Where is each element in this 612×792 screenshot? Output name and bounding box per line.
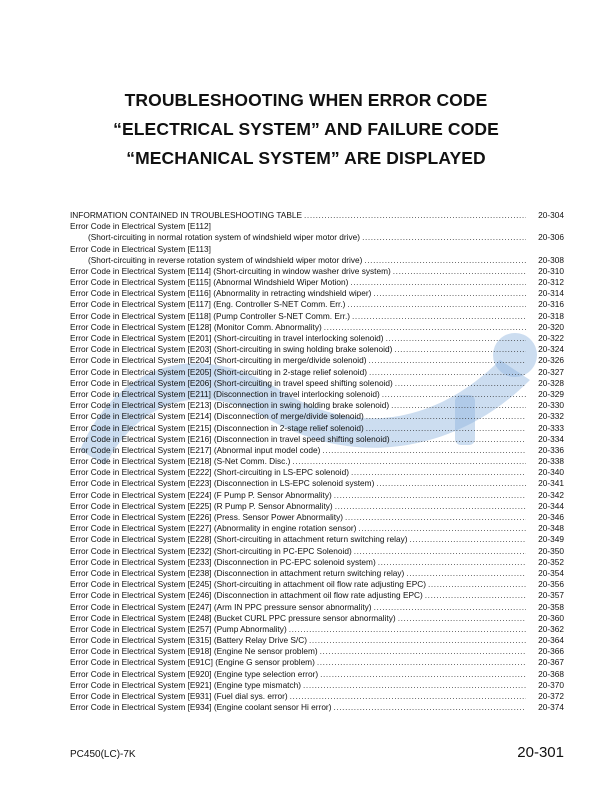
- toc-leader-dots: [354, 546, 526, 557]
- toc-entry-text: Error Code in Electrical System [E934] (Engine coolant sensor Hi error): [70, 702, 332, 713]
- toc-page-number: 20-327: [538, 366, 564, 377]
- toc-entry-text: Error Code in Electrical System [E205] (Short-circuiting in 2-stage relief solenoid): [70, 366, 367, 377]
- toc-entry-text: Error Code in Electrical System [E117] (Eng. Controller S-NET Comm. Err.): [70, 299, 346, 310]
- toc-leader-dots: [322, 445, 526, 456]
- toc-entry-text: Error Code in Electrical System [E118] (Pump Controller S-NET Comm. Err.): [70, 310, 351, 321]
- toc-page-number: 20-364: [538, 635, 564, 646]
- toc-entry: [70, 669, 564, 680]
- toc-entry-text: Error Code in Electrical System [E232] (Short-circuiting in PC-EPC Solenoid): [70, 545, 352, 556]
- toc-leader-dots: [373, 288, 526, 299]
- toc-page-number: 20-374: [538, 702, 564, 713]
- toc-page-number: 20-320: [538, 321, 564, 332]
- toc-leader-dots: [392, 434, 526, 445]
- toc-page-number: 20-348: [538, 523, 564, 534]
- toc-page-number: 20-372: [538, 691, 564, 702]
- toc-entry-text: Error Code in Electrical System [E228] (Short-circuiting in attachment return switching relay): [70, 534, 408, 545]
- toc-leader-dots: [358, 523, 526, 534]
- toc-leader-dots: [386, 333, 526, 344]
- toc-page-number: 20-316: [538, 299, 564, 310]
- toc-page-number: 20-304: [538, 210, 564, 220]
- toc-entry-text: Error Code in Electrical System [E213] (Disconnection in swing holding brake solenoid): [70, 400, 390, 411]
- toc-page-number: 20-334: [538, 433, 564, 444]
- toc-entry-text: Error Code in Electrical System [E206] (Short-circuiting in travel speed shifting solenoid): [70, 377, 393, 388]
- toc-entry: [70, 400, 564, 411]
- toc-leader-dots: [425, 590, 526, 601]
- toc-page-number: 20-370: [538, 679, 564, 690]
- toc-page-number: 20-358: [538, 601, 564, 612]
- toc-entry-text: Error Code in Electrical System [E246] (Disconnection in attachment oil flow rate adjusting EPC): [70, 590, 423, 601]
- toc-page-number: 20-344: [538, 500, 564, 511]
- toc-entry: [70, 534, 564, 545]
- toc-entry: [70, 501, 564, 512]
- toc-entry-text: Error Code in Electrical System [E203] (Short-circuiting in swing holding brake solenoid): [70, 344, 393, 355]
- toc-entry-text: Error Code in Electrical System [E918] (Engine Ne sensor problem): [70, 646, 318, 657]
- toc-entry-text: Error Code in Electrical System [E216] (Disconnection in travel speed shifting solenoid): [70, 433, 390, 444]
- toc-entry: [70, 378, 564, 389]
- toc-entry-text: Error Code in Electrical System [E920] (Engine type selection error): [70, 668, 319, 679]
- toc-entry-text: Error Code in Electrical System [E218] (S-Net Comm. Disc.): [70, 456, 291, 467]
- toc-entry: [70, 635, 564, 646]
- toc-leader-dots: [350, 277, 526, 288]
- toc-entry-text: Error Code in Electrical System [E222] (Short-circuiting in LS-EPC solenoid): [70, 467, 349, 478]
- toc-leader-dots: [303, 680, 526, 691]
- toc-entry-text: Error Code in Electrical System [E201] (Short-circuiting in travel interlocking solenoid): [70, 333, 384, 344]
- toc-leader-dots: [304, 210, 526, 221]
- toc-entry-text: Error Code in Electrical System [E217] (Abnormal input model code): [70, 444, 321, 455]
- toc-leader-dots: [345, 512, 526, 523]
- toc-page-number: 20-357: [538, 590, 564, 601]
- toc-leader-dots: [366, 423, 526, 434]
- toc-leader-dots: [320, 669, 526, 680]
- toc-page-number: 20-352: [538, 556, 564, 567]
- toc-entry-text: Error Code in Electrical System [E204] (Short-circuiting in merge/divide solenoid): [70, 355, 367, 366]
- toc-leader-dots: [320, 646, 526, 657]
- toc-entry-text: Error Code in Electrical System [E116] (Abnormality in retracting windshield wiper): [70, 288, 372, 299]
- page-title: [0, 86, 612, 173]
- toc-leader-dots: [406, 568, 526, 579]
- toc-page-number: 20-338: [538, 456, 564, 467]
- toc-leader-dots: [382, 389, 526, 400]
- table-of-contents: [70, 210, 564, 713]
- toc-entry: [70, 624, 564, 635]
- title-line-1: TROUBLESHOOTING WHEN ERROR CODE: [124, 90, 488, 110]
- toc-page-number: 20-360: [538, 612, 564, 623]
- toc-page-number: 20-324: [538, 344, 564, 355]
- toc-entry: [70, 456, 564, 467]
- footer-page-number: 20-301: [517, 744, 564, 761]
- toc-page-number: 20-366: [538, 646, 564, 657]
- toc-entry-text: Error Code in Electrical System [E211] (Disconnection in travel interlocking solenoid): [70, 389, 380, 399]
- toc-entry-text: Error Code in Electrical System [E245] (Short-circuiting in attachment oil flow rate adjusting EPC): [70, 579, 426, 590]
- toc-entry-text: Error Code in Electrical System [E114] (Short-circuiting in window washer drive system): [70, 265, 391, 276]
- toc-entry: [70, 613, 564, 624]
- toc-entry-text: Error Code in Electrical System [E214] (Disconnection of merge/divide solenoid): [70, 411, 364, 422]
- toc-leader-dots: [394, 344, 526, 355]
- toc-entry: [70, 658, 564, 669]
- toc-entry-text: Error Code in Electrical System [E931] (Fuel dial sys. error): [70, 691, 288, 702]
- toc-entry-text: Error Code in Electrical System [E128] (Monitor Comm. Abnormality): [70, 321, 322, 332]
- toc-entry-text: Error Code in Electrical System [E238] (Disconnection in attachment return switching relay): [70, 568, 405, 578]
- toc-entry: [70, 322, 564, 333]
- toc-entry-text: Error Code in Electrical System [E215] (Disconnection in 2-stage relief solenoid): [70, 422, 364, 433]
- toc-leader-dots: [364, 255, 526, 266]
- toc-entry: [70, 512, 564, 523]
- toc-entry: [70, 445, 564, 456]
- toc-page-number: 20-314: [538, 288, 564, 299]
- toc-entry: [70, 423, 564, 434]
- toc-page-number: 20-328: [538, 377, 564, 388]
- toc-entry: [70, 411, 564, 422]
- toc-entry-text: Error Code in Electrical System [E113]: [70, 243, 211, 254]
- toc-page-number: 20-340: [538, 467, 564, 478]
- toc-leader-dots: [362, 232, 526, 243]
- toc-page-number: 20-346: [538, 512, 564, 523]
- toc-page-number: 20-306: [538, 232, 564, 243]
- toc-entry: [70, 232, 564, 243]
- toc-entry-text: Error Code in Electrical System [E223] (Disconnection in LS-EPC solenoid system): [70, 478, 375, 489]
- toc-entry-text: Error Code in Electrical System [E112]: [70, 221, 211, 232]
- toc-entry-text: Error Code in Electrical System [E257] (Pump Abnormality): [70, 623, 287, 634]
- toc-leader-dots: [410, 534, 526, 545]
- toc-entry: [70, 557, 564, 568]
- toc-page-number: 20-354: [538, 568, 564, 578]
- toc-entry: [70, 602, 564, 613]
- toc-page-number: 20-336: [538, 444, 564, 455]
- toc-entry-text: (Short-circuiting in reverse rotation system of windshield wiper motor drive): [88, 254, 363, 265]
- toc-entry: [70, 266, 564, 277]
- toc-entry: [70, 546, 564, 557]
- toc-entry-text: Error Code in Electrical System [E227] (Abnormality in engine rotation sensor): [70, 523, 357, 534]
- toc-entry-text: INFORMATION CONTAINED IN TROUBLESHOOTING TABLE: [70, 210, 303, 220]
- title-line-2: “ELECTRICAL SYSTEM” AND FAILURE CODE: [113, 119, 499, 139]
- toc-entry: [70, 311, 564, 322]
- toc-leader-dots: [290, 691, 526, 702]
- toc-entry-text: Error Code in Electrical System [E115] (Abnormal Windshield Wiper Motion): [70, 277, 349, 288]
- toc-entry: [70, 344, 564, 355]
- toc-page-number: 20-332: [538, 411, 564, 422]
- toc-entry: [70, 479, 564, 490]
- toc-entry: [70, 646, 564, 657]
- toc-entry: [70, 568, 564, 579]
- toc-leader-dots: [393, 266, 526, 277]
- toc-entry-text: (Short-circuiting in normal rotation system of windshield wiper motor drive): [88, 232, 361, 243]
- toc-entry: [70, 277, 564, 288]
- toc-entry-text: Error Code in Electrical System [E226] (Press. Sensor Power Abnormality): [70, 512, 343, 523]
- toc-leader-dots: [334, 490, 526, 501]
- toc-leader-dots: [369, 367, 526, 378]
- toc-entry: [70, 702, 564, 713]
- toc-entry: [70, 355, 564, 366]
- toc-page-number: 20-342: [538, 489, 564, 500]
- toc-entry: [70, 490, 564, 501]
- toc-page-number: 20-350: [538, 545, 564, 556]
- toc-leader-dots: [398, 613, 526, 624]
- toc-entry-text: Error Code in Electrical System [E91C] (Engine G sensor problem): [70, 657, 315, 668]
- toc-page-number: 20-318: [538, 310, 564, 321]
- toc-entry: [70, 367, 564, 378]
- toc-entry: [70, 579, 564, 590]
- toc-page-number: 20-356: [538, 579, 564, 590]
- toc-leader-dots: [309, 635, 526, 646]
- toc-page-number: 20-326: [538, 355, 564, 366]
- toc-leader-dots: [378, 557, 526, 568]
- toc-entry: [70, 680, 564, 691]
- toc-entry-text: Error Code in Electrical System [E247] (Arm IN PPC pressure sensor abnormality): [70, 601, 372, 612]
- toc-leader-dots: [428, 579, 526, 590]
- toc-entry-text: Error Code in Electrical System [E315] (Battery Relay Drive S/C): [70, 635, 307, 646]
- toc-entry: [70, 523, 564, 534]
- toc-leader-dots: [324, 322, 526, 333]
- toc-page-number: 20-368: [538, 668, 564, 679]
- toc-leader-dots: [391, 400, 526, 411]
- toc-entry-text: Error Code in Electrical System [E224] (F Pump P. Sensor Abnormality): [70, 489, 332, 500]
- toc-page-number: 20-362: [538, 623, 564, 634]
- toc-entry-text: Error Code in Electrical System [E225] (R Pump P. Sensor Abnormality): [70, 500, 333, 511]
- toc-leader-dots: [347, 300, 526, 311]
- toc-entry: [70, 691, 564, 702]
- toc-page-number: 20-349: [538, 534, 564, 545]
- toc-entry-text: Error Code in Electrical System [E248] (Bucket CURL PPC pressure sensor abnormality): [70, 612, 396, 623]
- toc-page-number: 20-308: [538, 254, 564, 265]
- toc-leader-dots: [292, 456, 526, 467]
- toc-leader-dots: [317, 658, 526, 669]
- toc-entry: [70, 300, 564, 311]
- toc-leader-dots: [374, 602, 526, 613]
- toc-page-number: 20-312: [538, 277, 564, 288]
- toc-page-number: 20-310: [538, 265, 564, 276]
- toc-entry-text: Error Code in Electrical System [E921] (Engine type mismatch): [70, 679, 302, 690]
- toc-leader-dots: [376, 479, 526, 490]
- toc-page-number: 20-330: [538, 400, 564, 411]
- footer-model: PC450(LC)-7K: [70, 749, 136, 760]
- toc-entry-text: Error Code in Electrical System [E233] (Disconnection in PC-EPC solenoid system): [70, 556, 376, 567]
- toc-entry: [70, 221, 564, 232]
- toc-leader-dots: [351, 467, 526, 478]
- toc-entry: [70, 244, 564, 255]
- toc-leader-dots: [289, 624, 526, 635]
- toc-leader-dots: [395, 378, 526, 389]
- toc-entry: [70, 590, 564, 601]
- toc-leader-dots: [366, 411, 526, 422]
- toc-page-number: 20-341: [538, 478, 564, 489]
- toc-leader-dots: [333, 702, 526, 713]
- toc-page-number: 20-329: [538, 389, 564, 399]
- toc-entry: [70, 288, 564, 299]
- toc-page-number: 20-333: [538, 422, 564, 433]
- toc-entry: [70, 210, 564, 221]
- toc-leader-dots: [335, 501, 526, 512]
- toc-entry: [70, 333, 564, 344]
- toc-entry: [70, 389, 564, 400]
- toc-entry: [70, 434, 564, 445]
- toc-leader-dots: [369, 355, 526, 366]
- toc-page-number: 20-367: [538, 657, 564, 668]
- toc-entry: [70, 255, 564, 266]
- toc-entry: [70, 467, 564, 478]
- title-line-3: “MECHANICAL SYSTEM” ARE DISPLAYED: [126, 148, 486, 168]
- toc-page-number: 20-322: [538, 333, 564, 344]
- toc-leader-dots: [352, 311, 526, 322]
